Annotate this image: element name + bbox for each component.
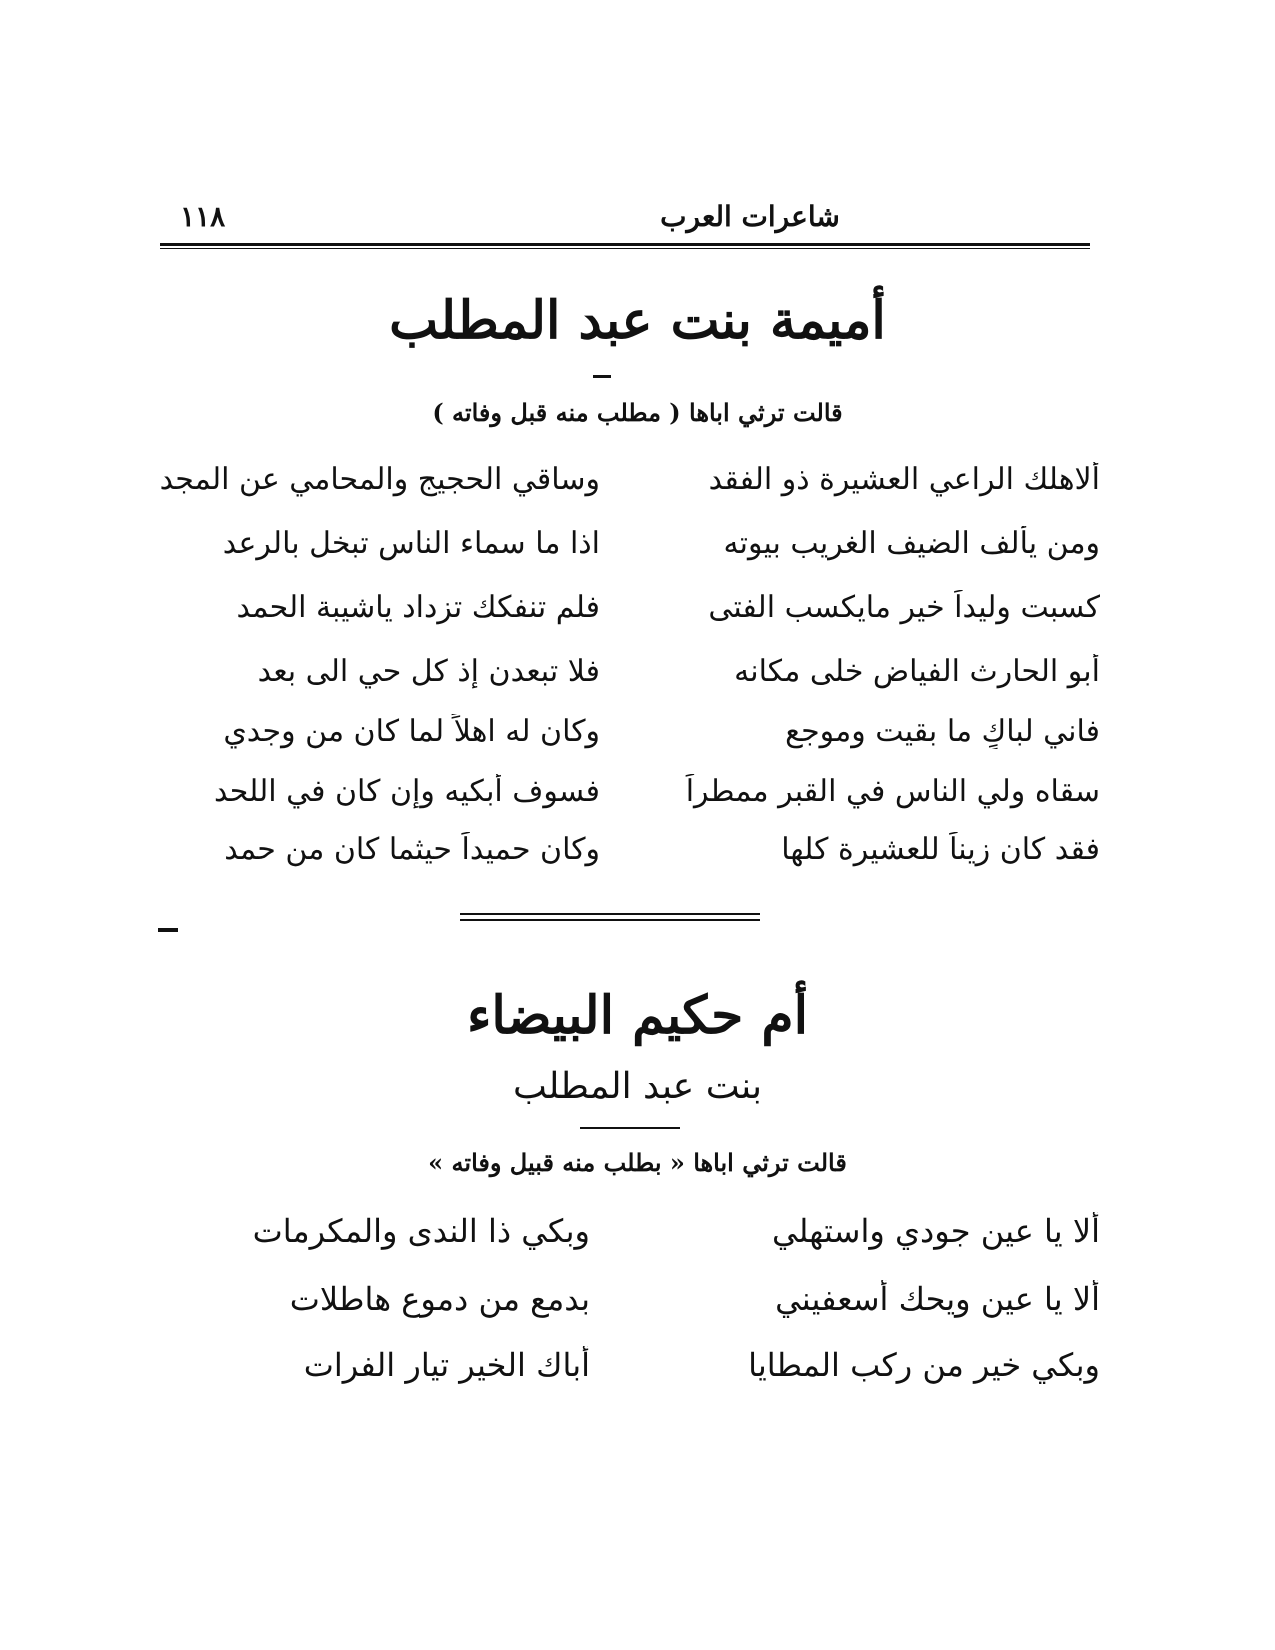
verse-second-hemistich: وبكي ذا الندى والمكرمات <box>252 1212 590 1250</box>
verse-second-hemistich: بدمع من دموع هاطلات <box>289 1280 590 1318</box>
verse-first-hemistich: ألا يا عين جودي واستهلي <box>771 1212 1100 1250</box>
verse <box>160 1280 1100 1340</box>
verse-first-hemistich: وبكي خير من ركب المطايا <box>748 1346 1100 1384</box>
print-mark <box>158 928 178 932</box>
section-divider <box>460 913 760 921</box>
verse-second-hemistich: وكان حميداً حيثما كان من حمد <box>224 832 600 867</box>
verse-second-hemistich: أباك الخير تيار الفرات <box>303 1346 590 1384</box>
verse-first-hemistich: ألاهلك الراعي العشيرة ذو الفقد <box>708 462 1100 497</box>
verse-first-hemistich: كسبت وليداً خير مايكسب الفتى <box>708 590 1100 625</box>
verse <box>160 774 1100 834</box>
poem2-subtitle: بنت عبد المطلب <box>513 1066 762 1107</box>
verse-second-hemistich: وساقي الحجيج والمحامي عن المجد <box>160 462 600 497</box>
running-title: شاعرات العرب <box>660 200 840 233</box>
verse <box>160 462 1100 522</box>
verse-first-hemistich: ألا يا عين ويحك أسعفيني <box>775 1280 1100 1318</box>
poem2-title: أم حكيم البيضاء <box>466 985 809 1046</box>
title-dash <box>593 375 611 378</box>
verse <box>160 654 1100 714</box>
poem1-caption: قالت ترثي اباها ( مطلب منه قبل وفاته ) <box>432 398 843 427</box>
verse-first-hemistich: سقاه ولي الناس في القبر ممطراً <box>685 774 1100 809</box>
verse-second-hemistich: فسوف أبكيه وإن كان في اللحد <box>214 774 600 809</box>
header-rule <box>160 243 1090 249</box>
verse-second-hemistich: وكان له اهلاً لما كان من وجدي <box>223 714 600 749</box>
subtitle-dash <box>580 1127 680 1129</box>
verse-first-hemistich: فقد كان زيناً للعشيرة كلها <box>781 832 1100 867</box>
verse <box>160 714 1100 774</box>
verse <box>160 590 1100 650</box>
verse-second-hemistich: فلا تبعدن إذ كل حي الى بعد <box>257 654 600 689</box>
page-header <box>160 200 1090 240</box>
page-number: ١١٨ <box>180 200 226 233</box>
verse-second-hemistich: فلم تنفكك تزداد ياشيبة الحمد <box>236 590 600 625</box>
verse-first-hemistich: فاني لباكٍ ما بقيت وموجع <box>785 714 1100 749</box>
verse <box>160 1346 1100 1406</box>
verse <box>160 526 1100 586</box>
poem2-caption: قالت ترثي اباها « بطلب منه قبيل وفاته » <box>428 1148 847 1177</box>
verse-first-hemistich: ومن يألف الضيف الغريب بيوته <box>723 526 1100 561</box>
verse <box>160 1212 1100 1272</box>
verse-first-hemistich: أبو الحارث الفياض خلى مكانه <box>734 654 1100 689</box>
poem1-title: أميمة بنت عبد المطلب <box>389 290 886 351</box>
verse <box>160 832 1100 892</box>
verse-second-hemistich: اذا ما سماء الناس تبخل بالرعد <box>222 526 600 561</box>
